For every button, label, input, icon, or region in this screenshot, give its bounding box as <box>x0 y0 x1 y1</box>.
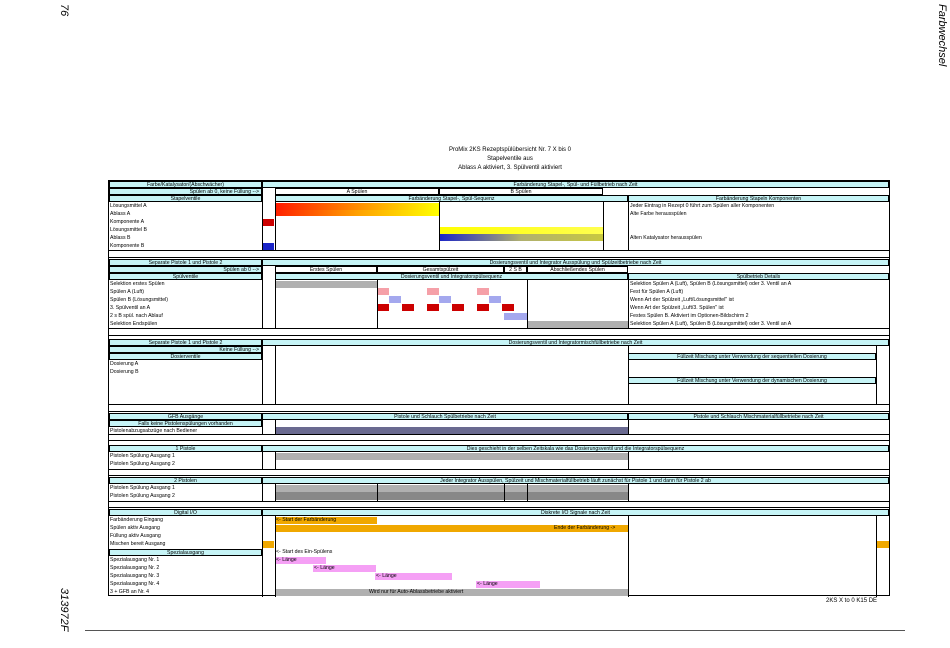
bar-flush-pulse <box>427 288 439 295</box>
spuel-row: Selektion erstes Spülen <box>110 281 165 287</box>
bar-p2-out1 <box>275 485 628 492</box>
laenge-label: <- Länge <box>477 581 498 587</box>
farbe-row: Komponente B <box>110 243 145 249</box>
p1-note: Dies geschieht in der selben Zeitskala wie das Dosierungsventil und die Integratorspülsequenz <box>262 445 889 452</box>
spezial-row: 3 + GFB an Nr. 4 <box>110 589 150 595</box>
spuel-sub: Spülen ab 0 --> <box>109 266 262 273</box>
dio-row: Spülen aktiv Ausgang <box>110 525 160 531</box>
p2-row: Pistolen Spülung Ausgang 1 <box>110 485 175 491</box>
bar-flush-pulse <box>427 304 439 311</box>
laenge-label: <- Länge <box>276 557 297 563</box>
bar-flush-pulse <box>389 296 401 303</box>
farbe-detail: Jeder Eintrag in Rezept 0 führt zum Spülen aller Komponenten <box>630 203 775 209</box>
dosier-row: Dosierung B <box>110 369 139 375</box>
dosier-detail-2: Füllzeit Mischung unter Verwendung der dynamischen Dosierung <box>628 377 876 384</box>
bar-flush-pulse <box>439 296 451 303</box>
farbe-a-spuelen: A Spülen <box>275 188 439 195</box>
spezial-start: <- Start des Ein-Spülens <box>276 549 333 555</box>
spuel-col: Gesamtspülzeit <box>377 266 504 273</box>
spuel-right-title: Dosierungsventil und Integrator Ausspülung und Spülzeitbetriebe nach Zeit <box>262 259 889 266</box>
dio-title: Digital I/O <box>109 509 262 516</box>
spezial-title: Spezialausgang <box>109 549 262 556</box>
dosier-valves-header: Dosierventile <box>109 353 262 360</box>
auto-label: Wird nur für Auto-Ablassbetriebe aktiviert <box>369 589 464 595</box>
spuel-title: Separate Pistole 1 und Pistole 2 <box>109 259 262 266</box>
dio-row: Füllung aktiv Ausgang <box>110 533 161 539</box>
bar-ablass-a <box>275 210 439 216</box>
heading-line-3: Ablass A aktiviert, 3. Spülventil aktiviert <box>458 165 562 171</box>
farbe-detail: Alte Farbe herausspülen <box>630 211 687 217</box>
bar-first-flush <box>275 281 377 288</box>
farbe-row: Komponente A <box>110 219 145 225</box>
bar-ablass-b <box>439 234 603 241</box>
spuel-col: 2 S B <box>504 266 527 273</box>
bar-p1 <box>275 453 628 460</box>
spuel-row: Spülen A (Luft) <box>110 289 145 295</box>
farbe-row: Ablass B <box>110 235 131 241</box>
spuel-seq: Dosierungsventil und Integratorspülsequenz <box>275 273 628 280</box>
bar-mix-ready-right <box>876 541 889 548</box>
farbe-sub: Spülen ab 0, keine Füllung --> <box>109 188 262 195</box>
recipe-flush-table <box>108 180 890 596</box>
farbe-detail: Alten Katalysator herausspülen <box>630 235 702 241</box>
farbe-seq: Farbänderung Stapel-, Spül-Sequenz <box>275 195 628 202</box>
spuel-row: 3. Spülventil an A <box>110 305 151 311</box>
p1-row: Pistolen Spülung Ausgang 2 <box>110 461 175 467</box>
farbe-detail-title: Farbänderung Stapeln Komponenten <box>628 195 889 202</box>
bar-p2-out2 <box>275 492 628 500</box>
spezial-row: Spezialausgang Nr. 2 <box>110 565 160 571</box>
farbe-row: Lösungsmittel B <box>110 227 147 233</box>
bar-flush-pulse <box>452 304 464 311</box>
spuel-row: Selektion Endspülen <box>110 321 158 327</box>
bar-flush-pulse <box>377 304 389 311</box>
spuel-row: 2 s B spül. nach Ablauf <box>110 313 163 319</box>
bar-flush-pulse <box>477 304 489 311</box>
laenge-label: <- Länge <box>376 573 397 579</box>
spuel-col: Abschließendes Spülen <box>527 266 628 273</box>
heading-line-2: Stapelventile aus <box>487 156 533 162</box>
gfb-mid-title: Pistole und Schlauch Spülbetriebe nach Zeit <box>262 413 628 420</box>
bar-flush-pulse <box>489 296 501 303</box>
bar-2sb <box>504 313 527 320</box>
footer-rule <box>85 630 905 631</box>
dosier-row: Dosierung A <box>110 361 139 367</box>
bar-solvent-b <box>439 227 603 234</box>
spezial-row: Spezialausgang Nr. 3 <box>110 573 160 579</box>
spuel-detail: Wenn Art der Spülzeit „Luft/Lösungsmittel" ist <box>630 297 734 303</box>
dio-row: Farbänderung Eingang <box>110 517 164 523</box>
bar-flush-pulse <box>402 304 414 311</box>
gfb-title: GFB Ausgänge <box>109 413 262 420</box>
farbe-title: Farbe/Katalysator/(Abschwächer) <box>109 181 262 188</box>
page-number: 76 <box>58 4 70 17</box>
bar-solvent-a <box>275 203 439 210</box>
spuel-detail-title: Spülbetrieb Details <box>628 273 889 280</box>
dosier-sub: Keine Füllung --> <box>109 346 262 353</box>
farbe-row: Ablass A <box>110 211 131 217</box>
spuel-detail: Fest für Spülen A (Luft) <box>630 289 684 295</box>
spezial-row: Spezialausgang Nr. 1 <box>110 557 160 563</box>
gfb-right-title: Pistole und Schlauch Mischmaterialfüllbetriebe nach Zeit <box>628 413 889 420</box>
spezial-row: Spezialausgang Nr. 4 <box>110 581 160 587</box>
bar-flush-pulse <box>502 304 514 311</box>
farbe-b-spuelen: B Spülen <box>439 188 603 195</box>
bar-komponente-b <box>262 243 274 250</box>
p2-row: Pistolen Spülung Ausgang 2 <box>110 493 175 499</box>
dosier-detail-1: Füllzeit Mischung unter Verwendung der sequentiellen Dosierung <box>628 353 876 360</box>
gfb-row: Pistolenabzugsabzüge nach Bediener <box>110 428 198 434</box>
dosier-right-title: Dosierungsventil und Integratormischfüllbetriebe nach Zeit <box>262 339 889 346</box>
bar-komponente-a <box>262 219 274 226</box>
bar-gfb <box>275 427 628 434</box>
laenge-label: <- Länge <box>314 565 335 571</box>
section-title: Farbwechsel <box>936 4 948 67</box>
footer-code: 2KS X to 0 K15 DE <box>826 598 878 604</box>
spuel-detail: Selektion Spülen A (Luft), Spülen B (Lösungsmittel) oder 3. Ventil an A <box>630 281 792 287</box>
spuel-detail: Wenn Art der Spülzeit „Luft/3. Spülen" ist <box>630 305 724 311</box>
dio-end-label: Ende der Farbänderung -> <box>554 525 616 531</box>
spuel-detail: Selektion Spülen A (Luft), Spülen B (Lösungsmittel) oder 3. Ventil an A <box>630 321 792 327</box>
bar-flush-pulse <box>477 288 489 295</box>
farbe-right-title: Farbänderung Stapel-, Spül- und Füllbetrieb nach Zeit <box>262 181 889 188</box>
bar-flush-pulse <box>377 288 389 295</box>
dio-start-label: <- Start der Farbänderung <box>276 517 337 523</box>
farbe-row: Lösungsmittel A <box>110 203 147 209</box>
document-number: 313972F <box>58 588 70 632</box>
p2-title: 2 Pistolen <box>109 477 262 484</box>
dio-right-title: Diskrete I/O Signale nach Zeit <box>262 509 889 516</box>
bar-mix-ready-left <box>262 541 274 548</box>
gfb-row: Falls keine Pistolenspülungen vorhanden <box>109 420 262 427</box>
dosier-title: Separate Pistole 1 und Pistole 2 <box>109 339 262 346</box>
dio-row: Mischen bereit Ausgang <box>110 541 166 547</box>
p2-note: Jeder Integrator Ausspülen, Spülzeit und Mischmaterialfüllbetrieb läuft zunächst für Pistole 1 und dann für Pistole 2 ab <box>262 477 889 484</box>
bar-final-flush <box>527 321 628 328</box>
spuel-detail: Festes Spülen B. Aktiviert im Optionen-Bildschirm 2 <box>630 313 749 319</box>
heading-line-1: ProMix 2KS Rezeptspülübersicht Nr. 7 X bis 0 <box>448 147 572 153</box>
p1-row: Pistolen Spülung Ausgang 1 <box>110 453 175 459</box>
spuel-col: Erstes Spülen <box>275 266 377 273</box>
farbe-valves-header: Stapelventile <box>109 195 262 202</box>
p1-title: 1 Pistole <box>109 445 262 452</box>
spuel-row: Spülen B (Lösungsmittel) <box>110 297 168 303</box>
spuel-valves-header: Spülventile <box>109 273 262 280</box>
